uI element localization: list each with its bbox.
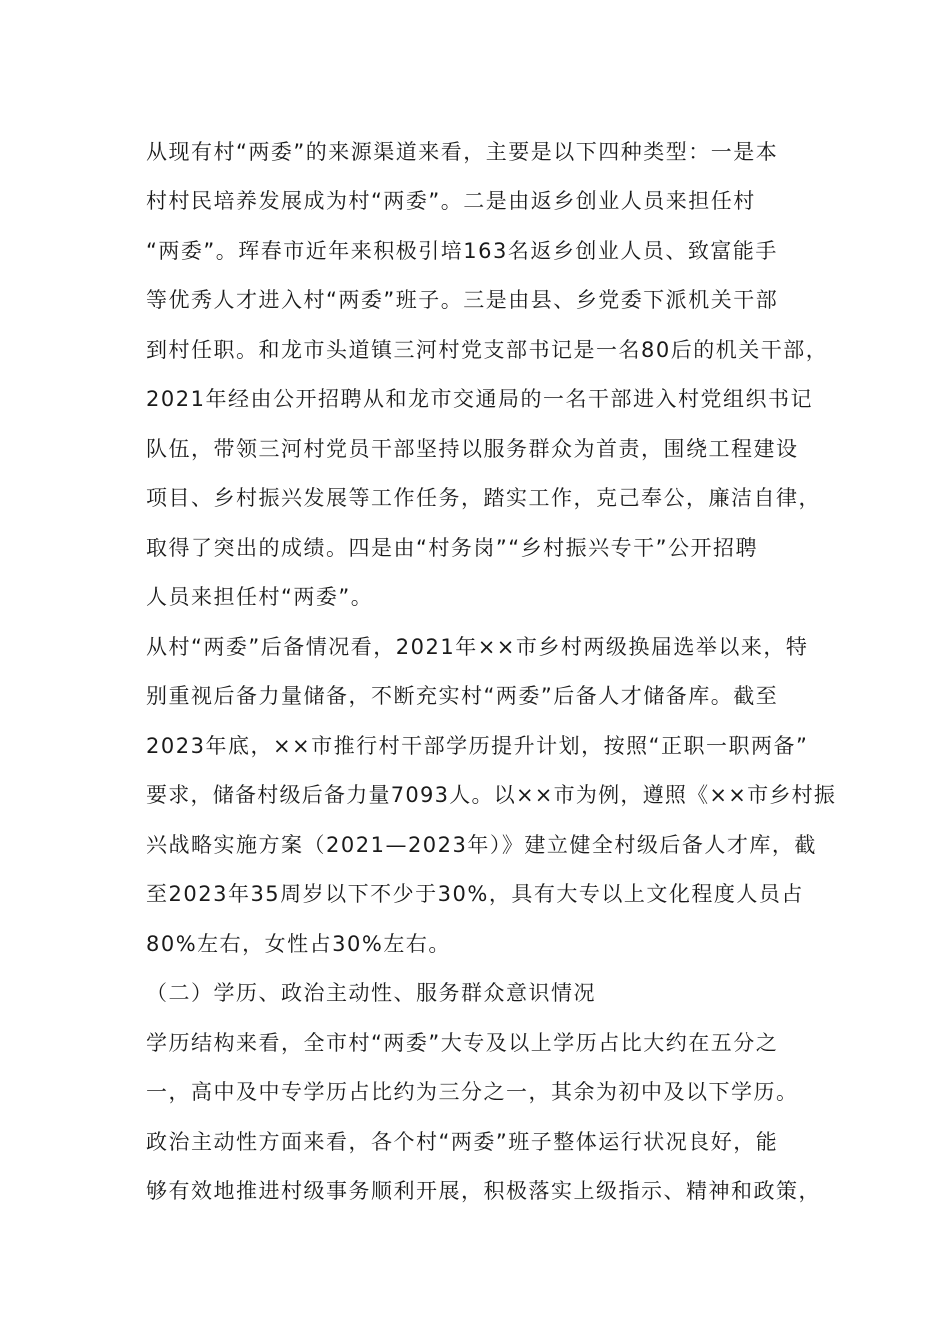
text-line: “两委”。珲春市近年来积极引培163名返乡创业人员、致富能手 — [146, 239, 778, 263]
text-line: 取得了突出的成绩。四是由“村务岗”“乡村振兴专干”公开招聘 — [146, 536, 759, 560]
text-line: 队伍，带领三河村党员干部坚持以服务群众为首责，围绕工程建设 — [146, 437, 799, 461]
text-line: 别重视后备力量储备，不断充实村“两委”后备人才储备库。截至 — [146, 684, 779, 708]
text-line: 人员来担任村“两委”。 — [146, 585, 374, 609]
text-line: 至2023年35周岁以下不少于30%，具有大专以上文化程度人员占 — [146, 882, 804, 906]
text-line: 2023年底，××市推行村干部学历提升计划，按照“正职一职两备” — [146, 734, 809, 758]
text-line: 到村任职。和龙市头道镇三河村党支部书记是一名80后的机关干部， — [146, 338, 829, 362]
text-line: 2021年经由公开招聘从和龙市交通局的一名干部进入村党组织书记 — [146, 387, 813, 411]
text-line: 从村“两委”后备情况看，2021年××市乡村两级换届选举以来，特 — [146, 635, 809, 659]
text-line: 项目、乡村振兴发展等工作任务，踏实工作，克己奉公，廉洁自律， — [146, 486, 821, 510]
text-line: 学历结构来看，全市村“两委”大专及以上学历占比大约在五分之 — [146, 1031, 779, 1055]
text-line: 村村民培养发展成为村“两委”。二是由返乡创业人员来担任村 — [146, 189, 756, 213]
text-line: 等优秀人才进入村“两委”班子。三是由县、乡党委下派机关干部 — [146, 288, 779, 312]
text-line: 从现有村“两委”的来源渠道来看，主要是以下四种类型：一是本 — [146, 140, 779, 164]
text-line: 政治主动性方面来看，各个村“两委”班子整体运行状况良好，能 — [146, 1130, 779, 1154]
text-line: 兴战略实施方案（2021—2023年）》建立健全村级后备人才库，截 — [146, 833, 817, 857]
text-line: 够有效地推进村级事务顺利开展，积极落实上级指示、精神和政策， — [146, 1179, 821, 1203]
text-line: 80%左右，女性占30%左右。 — [146, 932, 451, 956]
text-line: 一，高中及中专学历占比约为三分之一，其余为初中及以下学历。 — [146, 1080, 799, 1104]
section-heading: （二）学历、政治主动性、服务群众意识情况 — [146, 981, 596, 1005]
text-line: 要求，储备村级后备力量7093人。以××市为例，遵照《××市乡村振 — [146, 783, 837, 807]
